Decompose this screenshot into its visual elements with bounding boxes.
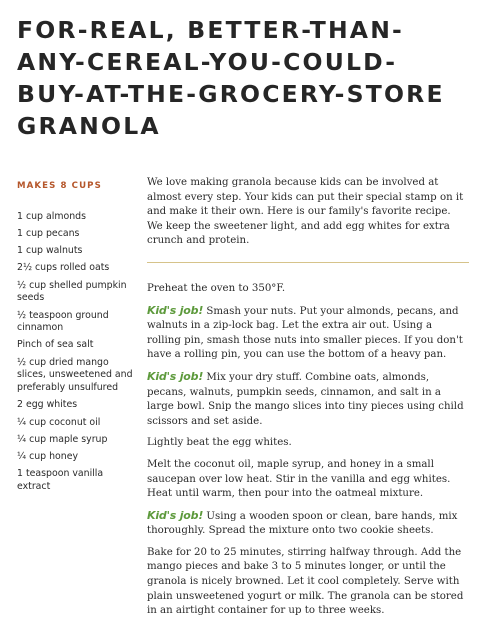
ingredient-item: 1 cup pecans: [17, 227, 80, 239]
kids-job-label: Kid's job!: [147, 303, 204, 317]
title-line: FOR-REAL, BETTER-THAN-: [17, 16, 405, 44]
step-1: [147, 282, 469, 297]
ingredient-item: 1 teaspoon vanilla extract: [17, 468, 104, 492]
step-3: [147, 370, 469, 429]
kids-job-label: Kid's job!: [147, 508, 204, 522]
step-text: Melt the coconut oil, maple syrup, and honey in a small saucepan over low heat. Stir in the vanilla and egg whites. Heat until warm, then pour into the oatmeal mixture.: [147, 458, 451, 500]
ingredients-sidebar: [17, 180, 139, 498]
ingredient-item: Pinch of sea salt: [17, 339, 94, 351]
step-4: [147, 436, 469, 451]
step-5: [147, 458, 469, 502]
step-text: Preheat the oven to 350°F.: [147, 282, 286, 294]
ingredient-item: 1 cup walnuts: [17, 245, 83, 257]
ingredient-item: ½ cup dried mango slices, unsweetened and preferably unsulfured: [17, 356, 133, 393]
step-text: Using a wooden spoon or clean, bare hands, mix thoroughly. Spread the mixture onto two cookie sheets.: [147, 510, 458, 537]
yield-label: MAKES 8 CUPS: [17, 181, 102, 191]
title-line: ANY-CEREAL-YOU-COULD-: [17, 48, 398, 76]
title-line: GRANOLA: [17, 112, 161, 140]
ingredient-item: ¼ cup honey: [17, 451, 79, 463]
divider-rule: [147, 262, 469, 263]
ingredient-item: 2 egg whites: [17, 399, 78, 411]
title-line: BUY-AT-THE-GROCERY-STORE: [17, 80, 445, 108]
step-7: [147, 546, 469, 619]
recipe-body: [147, 176, 469, 626]
ingredient-item: ½ teaspoon ground cinnamon: [17, 309, 109, 334]
ingredient-item: 2½ cups rolled oats: [17, 262, 110, 274]
intro-paragraph: We love making granola because kids can be involved at almost every step. Your kids can put their special stamp on it and make it their own. Here is our family's favorite recipe. We keep the sweetener light, and add egg whites for extra crunch and protein.: [147, 177, 464, 247]
kids-job-label: Kid's job!: [147, 369, 204, 383]
step-6: [147, 509, 469, 539]
step-2: [147, 304, 469, 363]
step-text: Lightly beat the egg whites.: [147, 437, 292, 449]
ingredient-item: ¼ cup maple syrup: [17, 433, 108, 445]
ingredient-list: [17, 211, 139, 494]
step-text: Bake for 20 to 25 minutes, stirring halfway through. Add the mango pieces and bake 3 to 5 minutes longer, or until the granola is nicely browned. Let it cool completely. Serve with plain unsweetened yogurt or milk. The granola can be stored in an airtight container for up to three weeks.: [147, 546, 464, 617]
ingredient-item: 1 cup almonds: [17, 210, 86, 222]
step-text: Mix your dry stuff. Combine oats, almonds, pecans, walnuts, pumpkin seeds, cinnamon, and salt in a large bowl. Snip the mango slices into tiny pieces using child scissors and set aside.: [147, 371, 464, 427]
step-text: Smash your nuts. Put your almonds, pecans, and walnuts in a zip-lock bag. Let the extra air out. Using a rolling pin, smash those nuts into smaller pieces. If you don't have a rolling pin, you can use the bottom of a heavy pan.: [147, 305, 463, 361]
recipe-title: [17, 14, 487, 142]
ingredient-item: ¼ cup coconut oil: [17, 416, 101, 428]
ingredient-item: ½ cup shelled pumpkin seeds: [17, 279, 127, 304]
